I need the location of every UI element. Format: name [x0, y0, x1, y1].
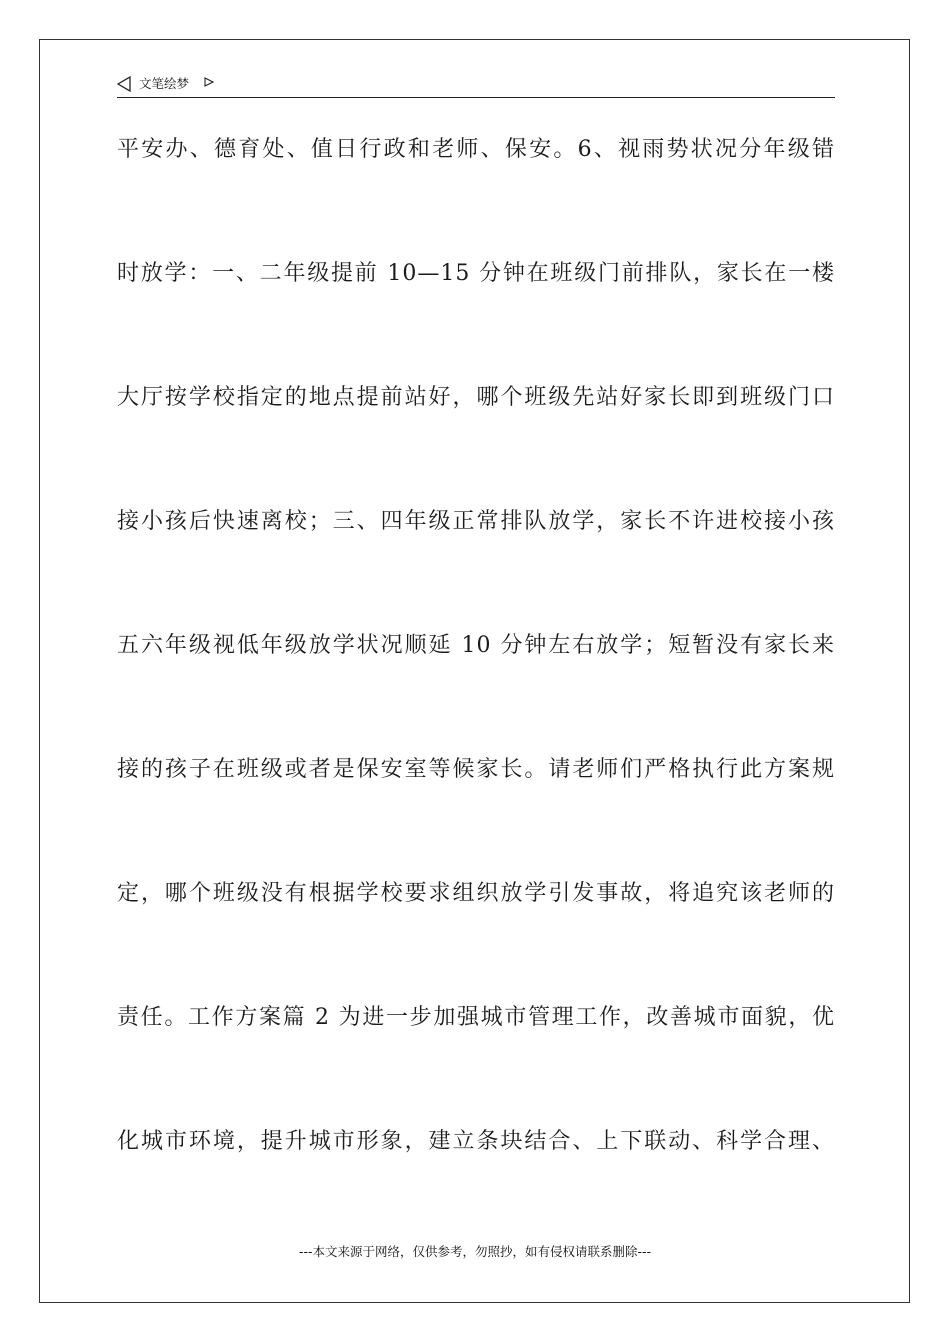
header-title: 文笔绘梦	[139, 76, 190, 91]
right-triangle-icon	[204, 77, 214, 87]
text-line: 责任。工作方案篇 2 为进一步加强城市管理工作，改善城市面貌，优	[117, 1005, 835, 1030]
text-line: 定，哪个班级没有根据学校要求组织放学引发事故，将追究该老师的	[117, 881, 835, 906]
page-footer: ---本文来源于网络，仅供参考，勿照抄，如有侵权请联系删除---	[298, 1244, 652, 1259]
text-line: 化城市环境，提升城市形象，建立条块结合、上下联动、科学合理、	[117, 1129, 835, 1154]
text-line: 接的孩子在班级或者是保安室等候家长。请老师们严格执行此方案规	[117, 757, 835, 782]
left-triangle-icon	[117, 76, 132, 92]
text-line: 五六年级视低年级放学状况顺延 10 分钟左右放学；短暂没有家长来	[117, 633, 835, 658]
text-line: 接小孩后快速离校；三、四年级正常排队放学，家长不许进校接小孩	[117, 509, 835, 534]
page-border	[39, 39, 910, 1303]
page-header	[117, 74, 835, 98]
text-line: 平安办、德育处、值日行政和老师、保安。6、视雨势状况分年级错	[117, 137, 835, 162]
text-line: 大厅按学校指定的地点提前站好，哪个班级先站好家长即到班级门口	[117, 385, 835, 410]
text-line: 时放学：一、二年级提前 10—15 分钟在班级门前排队，家长在一楼	[117, 261, 835, 286]
